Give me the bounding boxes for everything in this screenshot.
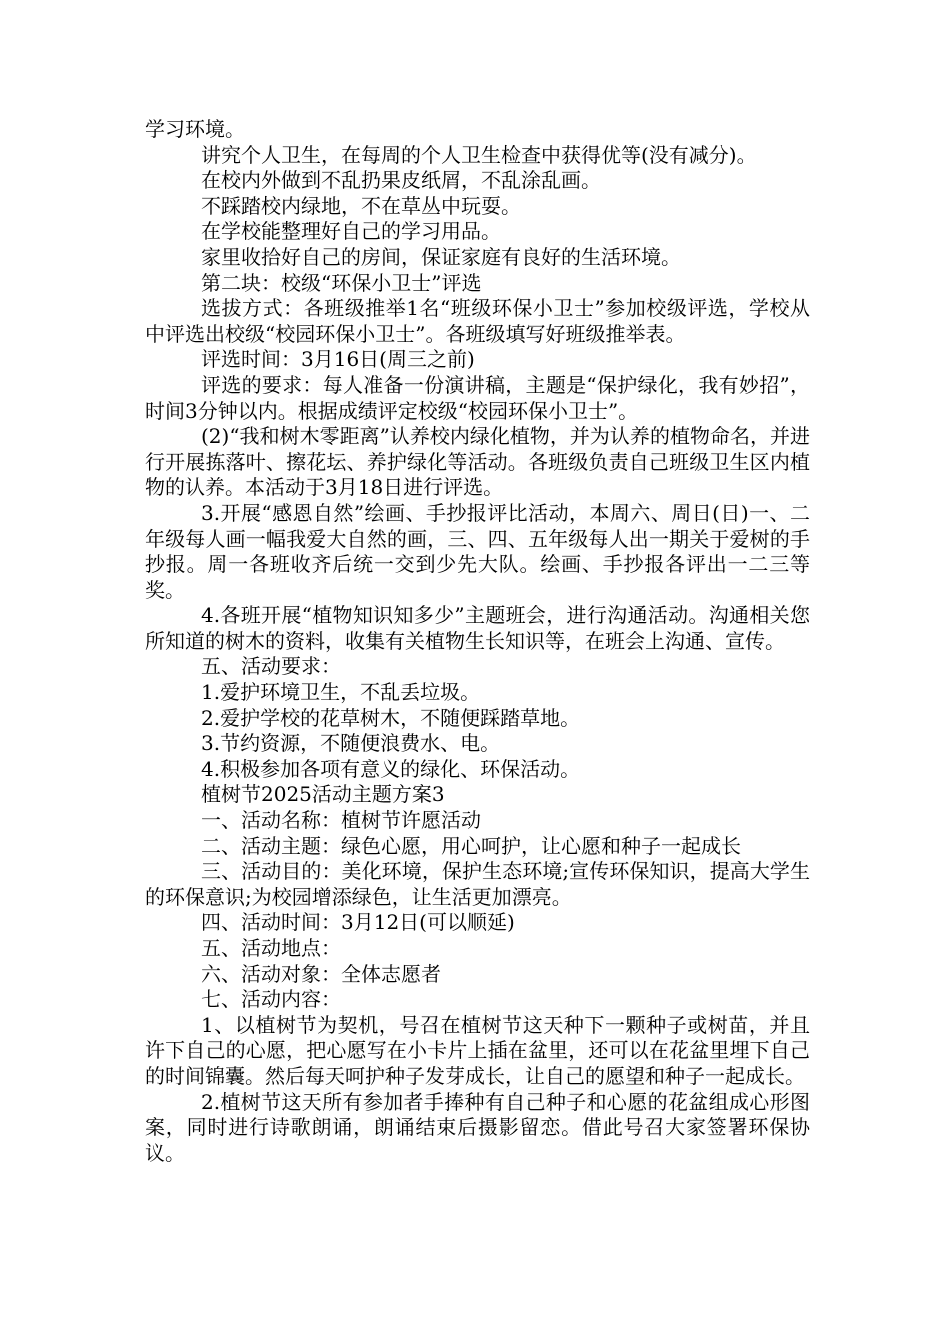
paragraph: 三、活动目的：美化环境，保护生态环境;宣传环保知识，提高大学生的环保意识;为校园增添绿色，让生活更加漂亮。: [145, 859, 810, 909]
paragraph: 2.植树节这天所有参加者手捧种有自己种子和心愿的花盆组成心形图案，同时进行诗歌朗诵，朗诵结束后摄影留恋。借此号召大家签署环保协议。: [145, 1089, 810, 1165]
paragraph: (2)“我和树木零距离”认养校内绿化植物，并为认养的植物命名，并进行开展拣落叶、擦花坛、养护绿化等活动。各班级负责自己班级卫生区内植物的认养。本活动于3月18日进行评选。: [145, 424, 810, 500]
paragraph: 六、活动对象：全体志愿者: [201, 961, 441, 986]
list-item: 3.节约资源，不随便浪费水、电。: [201, 731, 501, 756]
section-heading: 五、活动要求：: [201, 654, 341, 679]
paragraph: 在校内外做到不乱扔果皮纸屑，不乱涂乱画。: [201, 168, 601, 193]
paragraph: 3.开展“感恩自然”绘画、手抄报评比活动，本周六、周日(日)一、二年级每人画一幅我爱大自然的画，三、四、五年级每人出一期关于爱树的手抄报。周一各班收齐后统一交到少先大队。绘画、手抄报各评出一二三等奖。: [145, 500, 810, 602]
paragraph: 学习环境。: [145, 117, 245, 141]
paragraph: 四、活动时间：3月12日(可以顺延): [201, 910, 515, 935]
paragraph: 在学校能整理好自己的学习用品。: [201, 219, 501, 244]
paragraph: 选拔方式：各班级推举1名“班级环保小卫士”参加校级评选，学校从中评选出校级“校园环保小卫士”。各班级填写好班级推举表。: [145, 296, 810, 346]
paragraph: 一、活动名称：植树节许愿活动: [201, 808, 481, 833]
document-body: [145, 117, 810, 1166]
list-item: 2.爱护学校的花草树木，不随便踩踏草地。: [201, 705, 581, 730]
list-item: 1.爱护环境卫生，不乱丢垃圾。: [201, 680, 481, 705]
paragraph: 评选的要求：每人准备一份演讲稿，主题是“保护绿化，我有妙招”，时间3分钟以内。根据成绩评定校级“校园环保小卫士”。: [145, 372, 810, 423]
paragraph: 1、以植树节为契机，号召在植树节这天种下一颗种子或树苗，并且许下自己的心愿，把心愿写在小卡片上插在盆里，还可以在花盆里埋下自己的时间锦囊。然后每天呵护种子发芽成长，让自己的愿望和种子一起成长。: [145, 1012, 810, 1088]
paragraph: 五、活动地点：: [201, 936, 341, 960]
paragraph: 讲究个人卫生，在每周的个人卫生检查中获得优等(没有减分)。: [201, 142, 757, 167]
paragraph: 4.各班开展“植物知识知多少”主题班会，进行沟通活动。沟通相关您所知道的树木的资料，收集有关植物生长知识等，在班会上沟通、宣传。: [145, 603, 810, 653]
paragraph: 家里收拾好自己的房间，保证家庭有良好的生活环境。: [201, 244, 681, 269]
paragraph: 不踩踏校内绿地，不在草丛中玩耍。: [201, 193, 521, 218]
section-heading: 第二块：校级“环保小卫士”评选: [201, 270, 482, 295]
list-item: 4.积极参加各项有意义的绿化、环保活动。: [201, 756, 581, 781]
document-subtitle: 植树节2025活动主题方案3: [201, 782, 445, 807]
paragraph: 二、活动主题：绿色心愿，用心呵护，让心愿和种子一起成长: [201, 833, 741, 858]
section-heading: 七、活动内容：: [201, 987, 341, 1012]
paragraph: 评选时间：3月16日(周三之前): [201, 347, 475, 372]
